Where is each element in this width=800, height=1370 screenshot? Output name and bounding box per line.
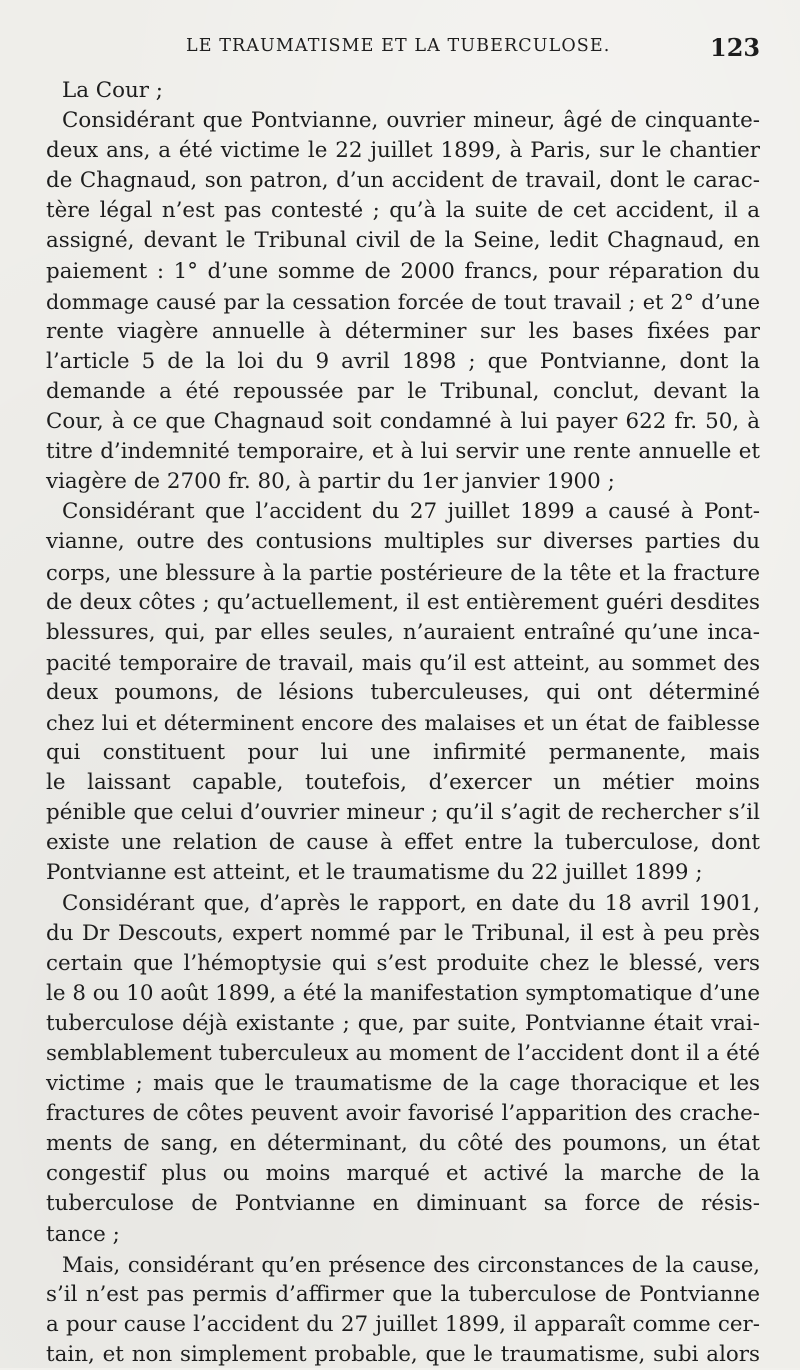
text-line: Mais, considérant qu’en présence des circonstances de la cause, [62, 1251, 760, 1277]
text-line: blessures, qui, par elles seules, n’auraient entraîné qu’une inca- [46, 619, 760, 645]
text-line: tuberculose de Pontvianne en diminuant sa force de résis- [46, 1191, 760, 1217]
text-line: paiement : 1° d’une somme de 2000 francs, pour réparation du [46, 258, 760, 284]
text-line: le laissant capable, toutefois, d’exercer un métier moins [46, 770, 760, 796]
text-line: du Dr Descouts, expert nommé par le Tribunal, il est à peu près [46, 920, 760, 946]
text-line: de Chagnaud, son patron, d’un accident de travail, dont le carac- [46, 168, 760, 194]
text-line: le 8 ou 10 août 1899, a été la manifestation symptomatique d’une [46, 980, 760, 1006]
text-line: deux poumons, de lésions tuberculeuses, qui ont déterminé [46, 679, 760, 705]
text-line: chez lui et déterminent encore des malaises et un état de faiblesse [46, 710, 760, 735]
text-line: Considérant que, d’après le rapport, en date du 18 avril 1901, [62, 890, 760, 916]
text-line: ments de sang, en déterminant, du côté des poumons, un état [46, 1131, 760, 1157]
text-line: existe une relation de cause à effet entre la tuberculose, dont [46, 830, 760, 856]
text-line: Pontvianne est atteint, et le traumatisme du 22 juillet 1899 ; [46, 860, 703, 886]
text-line: corps, une blessure à la partie postérieure de la tête et la fracture [46, 560, 760, 585]
text-line: pénible que celui d’ouvrier mineur ; qu’il s’agit de rechercher s’il [46, 800, 760, 826]
text-line: congestif plus ou moins marqué et activé la marche de la [46, 1161, 760, 1187]
text-line: Considérant que l’accident du 27 juillet 1899 a causé à Pont- [62, 499, 760, 525]
text-line: assigné, devant le Tribunal civil de la Seine, ledit Chagnaud, en [46, 228, 760, 254]
text-line: pacité temporaire de travail, mais qu’il est atteint, au sommet des [46, 649, 760, 675]
text-line: Considérant que Pontvianne, ouvrier mineur, âgé de cinquante- [62, 108, 760, 134]
text-line: a pour cause l’accident du 27 juillet 1899, il apparaît comme cer- [46, 1311, 760, 1337]
text-line: fractures de côtes peuvent avoir favorisé l’apparition des crache- [46, 1101, 760, 1127]
text-line: s’il n’est pas permis d’affirmer que la tuberculose de Pontvianne [46, 1281, 760, 1307]
text-line: viagère de 2700 fr. 80, à partir du 1er janvier 1900 ; [46, 469, 615, 495]
text-line: certain que l’hémoptysie qui s’est produite chez le blessé, vers [46, 950, 760, 976]
page-header [0, 33, 800, 64]
text-line: semblablement tuberculeux au moment de l’accident dont il a été [46, 1041, 760, 1066]
body-text [46, 76, 760, 1370]
text-line: tuberculose déjà existante ; que, par suite, Pontvianne était vrai- [46, 1010, 760, 1036]
text-line: dommage causé par la cessation forcée de tout travail ; et 2° d’une [46, 289, 760, 314]
text-line: victime ; mais que le traumatisme de la cage thoracique et les [46, 1071, 760, 1097]
text-line: tance ; [46, 1221, 120, 1247]
text-line: qui constituent pour lui une infirmité permanente, mais [46, 740, 760, 766]
text-line: titre d’indemnité temporaire, et à lui servir une rente annuelle et [46, 439, 760, 465]
text-line: Cour, à ce que Chagnaud soit condamné à lui payer 622 fr. 50, à [46, 409, 760, 435]
text-line: demande a été repoussée par le Tribunal, conclut, devant la [46, 378, 760, 404]
text-line: deux ans, a été victime le 22 juillet 1899, à Paris, sur le chantier [46, 138, 760, 164]
text-line: rente viagère annuelle à déterminer sur les bases fixées par [46, 318, 760, 344]
text-line: l’article 5 de la loi du 9 avril 1898 ; que Pontvianne, dont la [46, 348, 760, 374]
running-head: LE TRAUMATISME ET LA TUBERCULOSE. [186, 36, 611, 56]
text-line: vianne, outre des contusions multiples sur diverses parties du [46, 529, 760, 555]
text-line: de deux côtes ; qu’actuellement, il est entièrement guéri desdites [46, 589, 760, 615]
page-number: 123 [710, 33, 761, 62]
text-line: tère légal n’est pas contesté ; qu’à la suite de cet accident, il a [46, 198, 760, 224]
text-line: La Cour ; [62, 78, 164, 103]
text-line: tain, et non simplement probable, que le traumatisme, subi alors [46, 1341, 760, 1367]
